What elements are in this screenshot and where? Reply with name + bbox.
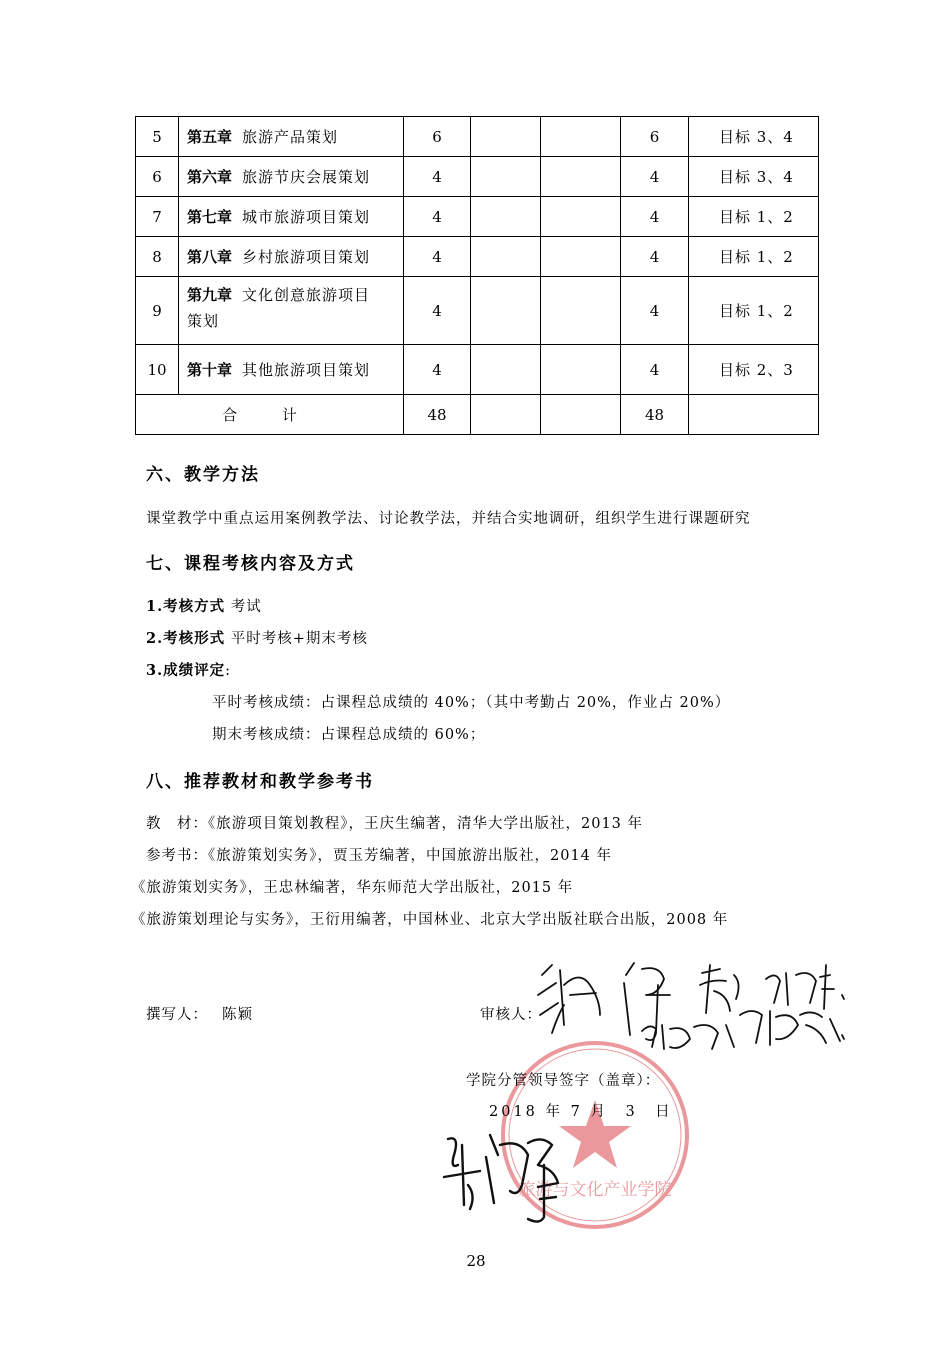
total-label: 合 计: [136, 395, 404, 435]
hours-col-3: [471, 197, 541, 237]
hours-col-5: 4: [621, 237, 689, 277]
chapter-title: 城市旅游项目策划: [242, 208, 371, 226]
svg-text:旅游与文化产业学院: 旅游与文化产业学院: [518, 1180, 672, 1200]
course-goal: 目标 2、3: [689, 345, 819, 395]
schedule-row: [136, 237, 819, 277]
hours-col-3: [471, 237, 541, 277]
total-row: [136, 395, 819, 435]
reference-line-2: 《旅游策划实务》，王忠林编著，华东师范大学出版社，2015 年: [131, 880, 574, 896]
schedule-row: [136, 157, 819, 197]
assessment-form-value: 平时考核+期末考核: [230, 631, 368, 647]
chapter-title: 旅游节庆会展策划: [242, 168, 371, 186]
chapter-label: 第九章: [187, 286, 233, 304]
hours-col-5: 6: [621, 117, 689, 157]
schedule-row: [136, 197, 819, 237]
chapter-cell: [179, 277, 404, 345]
chapter-label: 第十章: [187, 361, 233, 379]
row-number: 5: [136, 117, 179, 157]
hours-col-4: [541, 345, 621, 395]
hours-col-3: [471, 117, 541, 157]
teaching-schedule-table: [135, 116, 819, 435]
chapter-title: 其他旅游项目策划: [242, 361, 371, 379]
total-col-5-sum: 48: [621, 395, 689, 435]
hours-col-3: [471, 345, 541, 395]
leader-sign-label: 学院分管领导签字（盖章）：: [466, 1073, 661, 1089]
assessment-form-label: 2.考核形式: [146, 630, 226, 647]
textbook-line: 教 材：《旅游项目策划教程》，王庆生编著，清华大学出版社，2013 年: [146, 816, 644, 832]
schedule-row: [136, 117, 819, 157]
assessment-method-label: 1.考核方式: [146, 598, 226, 615]
row-number: 9: [136, 277, 179, 345]
section-6-heading: 六、教学方法: [146, 465, 260, 485]
chapter-label: 第五章: [187, 128, 233, 146]
hours-col-4: [541, 197, 621, 237]
hours-col-3: [471, 277, 541, 345]
hours-col-4: [541, 277, 621, 345]
chapter-title: 乡村旅游项目策划: [242, 248, 371, 266]
hours-col-4: [541, 117, 621, 157]
course-goal: 目标 1、2: [689, 197, 819, 237]
course-goal: 目标 1、2: [689, 277, 819, 345]
assessment-method-value: 考试: [230, 599, 262, 615]
total-hours: 6: [404, 117, 471, 157]
chapter-label: 第六章: [187, 168, 233, 186]
assessment-method: [146, 595, 262, 616]
course-goal: 目标 3、4: [689, 117, 819, 157]
chapter-title: 旅游产品策划: [242, 128, 339, 146]
row-number: 10: [136, 345, 179, 395]
grade-evaluation-label: 3.成绩评定: [146, 662, 226, 679]
chapter-cell: [179, 117, 404, 157]
chapter-cell: [179, 345, 404, 395]
total-hours: 4: [404, 345, 471, 395]
hours-col-3: [471, 157, 541, 197]
hours-col-5: 4: [621, 197, 689, 237]
reviewer-label: 审核人：: [480, 1007, 542, 1023]
grade-evaluation-colon: :: [225, 663, 232, 679]
hours-col-5: 4: [621, 345, 689, 395]
total-hours: 4: [404, 237, 471, 277]
reviewer-signatures: [530, 955, 860, 1065]
writer-label: 撰写人：: [146, 1007, 208, 1023]
writer: [146, 1003, 253, 1024]
chapter-cell: [179, 157, 404, 197]
course-goal: 目标 3、4: [689, 157, 819, 197]
chapter-title-cont: 策划: [187, 312, 220, 330]
grade-line-regular: 平时考核成绩：占课程总成绩的 40%；（其中考勤占 20%，作业占 20%）: [212, 695, 731, 711]
chapter-title: 文化创意旅游项目: [242, 286, 371, 304]
total-hours: 4: [404, 157, 471, 197]
grade-evaluation: [146, 659, 231, 680]
section-8-heading: 八、推荐教材和教学参考书: [146, 772, 374, 792]
hours-col-5: 4: [621, 277, 689, 345]
total-hours: 4: [404, 197, 471, 237]
leader-signature: [440, 1125, 570, 1230]
row-number: 6: [136, 157, 179, 197]
total-hours: 4: [404, 277, 471, 345]
chapter-cell: [179, 237, 404, 277]
hours-col-4: [541, 237, 621, 277]
reference-line-1: 参考书：《旅游策划实务》，贾玉芳编著，中国旅游出版社，2014 年: [146, 848, 613, 864]
hours-col-5: 4: [621, 157, 689, 197]
hours-col-4: [541, 157, 621, 197]
sign-date: 2018 年 7 月 3 日: [489, 1104, 673, 1120]
schedule-row: [136, 277, 819, 345]
course-goal: 目标 1、2: [689, 237, 819, 277]
grade-line-final: 期末考核成绩：占课程总成绩的 60%；: [212, 727, 486, 743]
row-number: 8: [136, 237, 179, 277]
chapter-label: 第八章: [187, 248, 233, 266]
chapter-cell: [179, 197, 404, 237]
chapter-label: 第七章: [187, 208, 233, 226]
section-7-heading: 七、课程考核内容及方式: [146, 554, 355, 574]
assessment-form: [146, 627, 368, 648]
teaching-method-text: 课堂教学中重点运用案例教学法、讨论教学法，并结合实地调研，组织学生进行课题研究: [146, 511, 751, 527]
total-hours-sum: 48: [404, 395, 471, 435]
reference-line-3: 《旅游策划理论与实务》，王衍用编著，中国林业、北京大学出版社联合出版，2008 年: [131, 912, 729, 928]
page-number: 28: [466, 1252, 486, 1270]
row-number: 7: [136, 197, 179, 237]
writer-name: 陈颖: [222, 1007, 253, 1023]
schedule-row: [136, 345, 819, 395]
